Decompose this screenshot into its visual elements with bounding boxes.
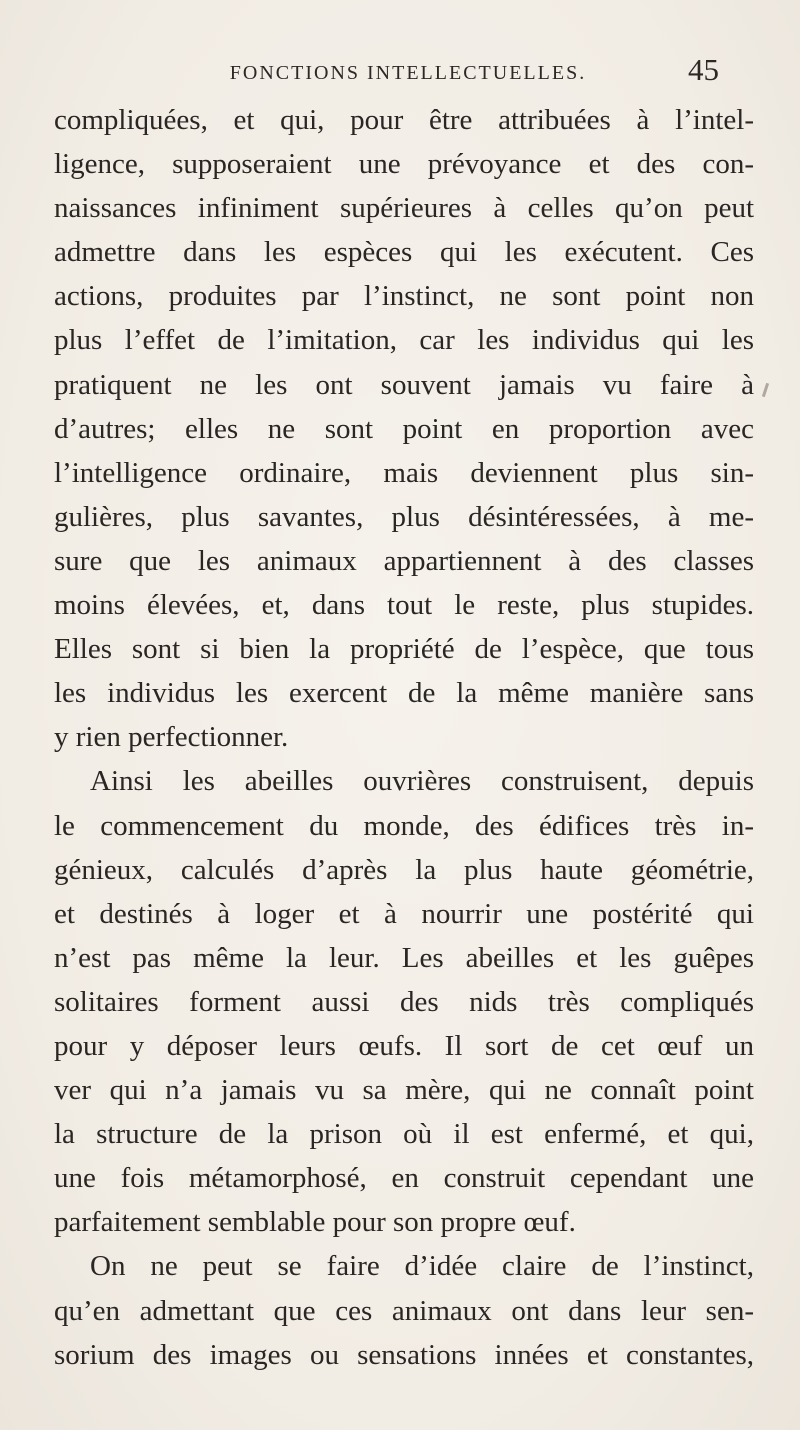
body-text: [54, 98, 754, 1377]
running-header: FONCTIONS INTELLECTUELLES.: [229, 62, 587, 84]
text-line: le commencement du monde, des édifices très in-: [54, 809, 754, 842]
text-line: plus l’effet de l’imitation, car les individus qui les: [54, 324, 754, 357]
text-line: n’est pas même la leur. Les abeilles et les guêpes: [54, 941, 754, 974]
text-line: sure que les animaux appartiennent à des classes: [54, 544, 754, 577]
text-line: On ne peut se faire d’idée claire de l’instinct,: [90, 1250, 754, 1283]
text-line: génieux, calculés d’après la plus haute géométrie,: [54, 853, 754, 886]
text-line: la structure de la prison où il est enfermé, et qui,: [54, 1118, 754, 1151]
text-line: y rien perfectionner.: [54, 721, 289, 754]
text-line: actions, produites par l’instinct, ne sont point non: [54, 280, 754, 313]
text-line: solitaires forment aussi des nids très compliqués: [54, 985, 754, 1018]
paper-mark: [762, 383, 769, 397]
text-line: Elles sont si bien la propriété de l’espèce, que tous: [54, 633, 754, 666]
text-line: naissances infiniment supérieures à celles qu’on peut: [54, 192, 754, 225]
text-line: sorium des images ou sensations innées et constantes,: [54, 1338, 754, 1371]
text-line: ligence, supposeraient une prévoyance et des con-: [54, 148, 754, 181]
text-line: compliquées, et qui, pour être attribuées à l’intel-: [54, 104, 754, 136]
text-line: qu’en admettant que ces animaux ont dans leur sen-: [54, 1294, 754, 1327]
text-line: gulières, plus savantes, plus désintéressées, à me-: [54, 500, 754, 533]
text-line: pratiquent ne les ont souvent jamais vu faire à: [54, 368, 754, 401]
text-line: admettre dans les espèces qui les exécutent. Ces: [54, 236, 754, 269]
text-line: Ainsi les abeilles ouvrières construisent, depuis: [90, 765, 754, 798]
page-number: 45: [688, 52, 719, 87]
text-line: l’intelligence ordinaire, mais deviennent plus sin-: [54, 456, 754, 489]
text-line: et destinés à loger et à nourrir une postérité qui: [54, 897, 754, 930]
text-line: moins élevées, et, dans tout le reste, plus stupides.: [54, 589, 754, 622]
text-line: d’autres; elles ne sont point en proportion avec: [54, 412, 754, 445]
text-line: une fois métamorphosé, en construit cependant une: [54, 1162, 754, 1195]
text-line: les individus les exercent de la même manière sans: [54, 677, 754, 710]
text-line: pour y déposer leurs œufs. Il sort de cet œuf un: [54, 1029, 754, 1062]
text-line: parfaitement semblable pour son propre œuf.: [54, 1206, 576, 1239]
text-line: ver qui n’a jamais vu sa mère, qui ne connaît point: [54, 1074, 754, 1107]
